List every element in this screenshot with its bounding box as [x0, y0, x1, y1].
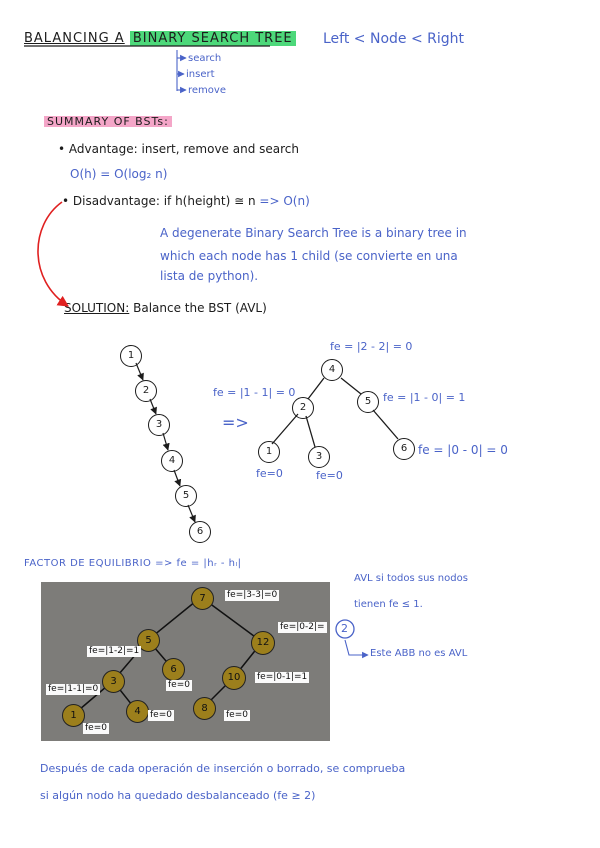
photo-label-n1: fe=0 — [85, 723, 107, 733]
advantage-line: • Advantage: insert, remove and search — [58, 142, 299, 156]
degenerate-line-1: A degenerate Binary Search Tree is a binary tree in — [160, 226, 467, 240]
photo-label-n5: fe=|1-2|=1 — [89, 646, 140, 656]
op-remove: remove — [188, 85, 226, 96]
title-prefix: BALANCING A — [24, 31, 125, 46]
op-search: search — [188, 53, 222, 64]
summary-heading: SUMMARY OF BSTs: — [44, 116, 172, 127]
degenerate-node-4: 4 — [161, 450, 183, 472]
balanced-node-6: 6 — [393, 438, 415, 460]
fe-leaf-3: fe=0 — [316, 469, 343, 482]
disadvantage-complexity: => O(n) — [259, 194, 310, 208]
op-insert: insert — [186, 69, 215, 80]
fe-right: fe = |1 - 0| = 1 — [383, 391, 466, 404]
photo-node-8: 8 — [193, 697, 216, 720]
circled-value: 2 — [341, 622, 348, 635]
photo-node-7: 7 — [191, 587, 214, 610]
degenerate-node-6: 6 — [189, 521, 211, 543]
degenerate-line-2: which each node has 1 child (se convierte en una — [160, 249, 458, 263]
title-highlight: BINARY SEARCH TREE — [130, 31, 296, 46]
disadvantage-label: Disadvantage: — [72, 194, 160, 208]
photo-label-n4: fe=0 — [150, 710, 172, 720]
disadvantage-line: • Disadvantage: if h(height) ≅ n => O(n) — [62, 194, 310, 208]
photo-node-5: 5 — [137, 629, 160, 652]
fe-root: fe = |2 - 2| = 0 — [330, 340, 413, 353]
avl-note-1: AVL si todos sus nodos — [354, 573, 468, 584]
photo-node-6: 6 — [162, 658, 185, 681]
balanced-node-3: 3 — [308, 446, 330, 468]
photo-node-10: 10 — [222, 666, 246, 690]
degenerate-node-1: 1 — [120, 345, 142, 367]
balanced-node-1: 1 — [258, 441, 280, 463]
fe-left: fe = |1 - 1| = 0 — [213, 386, 296, 399]
advantage-complexity: O(h) = O(log₂ n) — [70, 167, 168, 181]
photo-label-n10: fe=|0-1|=1 — [257, 672, 308, 682]
solution-label: SOLUTION: — [64, 301, 130, 315]
photo-label-n12: fe=|0-2|= — [280, 622, 325, 632]
fe-leaf-1: fe=0 — [256, 467, 283, 480]
photo-label-n6: fe=0 — [168, 680, 190, 690]
not-avl-note: Este ABB no es AVL — [370, 648, 468, 659]
photo-label-n8: fe=0 — [226, 710, 248, 720]
balanced-node-4: 4 — [321, 359, 343, 381]
order-rule: Left < Node < Right — [323, 31, 465, 47]
advantage-label: Advantage: — [68, 142, 138, 156]
footer-line-1: Después de cada operación de inserción o borrado, se comprueba — [40, 762, 406, 775]
balance-factor-label: FACTOR DE EQUILIBRIO => fe = |hᵣ - hₗ| — [24, 558, 242, 569]
photo-node-4: 4 — [126, 700, 149, 723]
disadvantage-condition: if h(height) ≅ n — [163, 194, 256, 208]
balanced-node-2: 2 — [292, 397, 314, 419]
balanced-node-5: 5 — [357, 391, 379, 413]
degenerate-node-3: 3 — [148, 414, 170, 436]
degenerate-line-3: lista de python). — [160, 269, 259, 283]
photo-label-n3: fe=|1-1|=0 — [48, 684, 99, 694]
advantage-text: insert, remove and search — [141, 142, 299, 156]
solution-text: Balance the BST (AVL) — [133, 301, 267, 315]
photo-node-12: 12 — [251, 631, 275, 655]
photo-node-1: 1 — [62, 704, 85, 727]
degenerate-node-2: 2 — [135, 380, 157, 402]
photo-node-3: 3 — [102, 670, 125, 693]
photo-label-n7: fe=|3-3|=0 — [227, 590, 278, 600]
implies-arrow: => — [222, 413, 249, 432]
fe-right-child: fe = |0 - 0| = 0 — [418, 443, 508, 457]
tree-photo — [41, 582, 330, 741]
avl-note-2: tienen fe ≤ 1. — [354, 599, 423, 610]
ops-bracket — [177, 50, 186, 91]
red-arrow — [38, 202, 68, 306]
degenerate-node-5: 5 — [175, 485, 197, 507]
footer-line-2: si algún nodo ha quedado desbalanceado (fe ≥ 2) — [40, 789, 316, 802]
